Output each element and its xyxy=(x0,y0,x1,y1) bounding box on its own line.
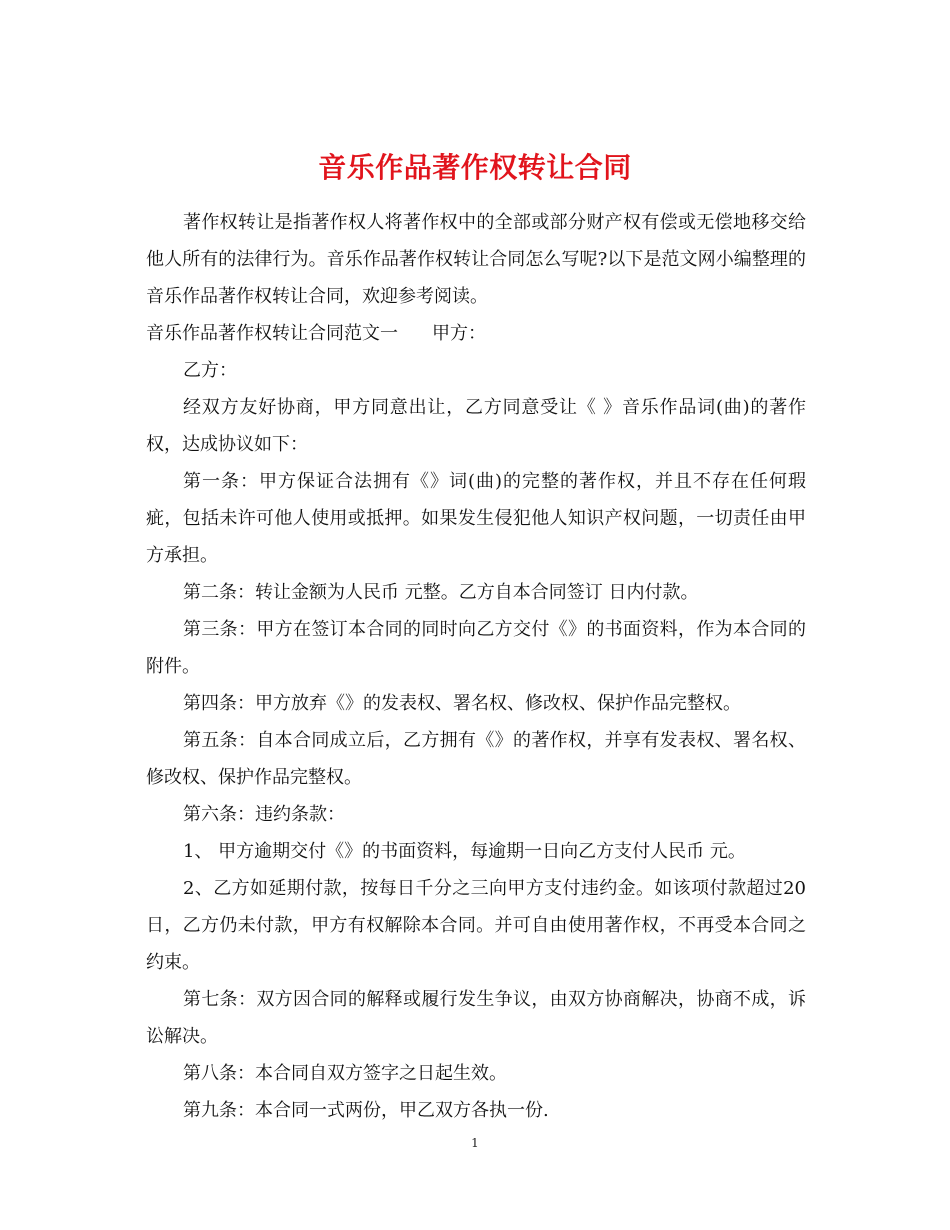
article-8: 第八条：本合同自双方签字之日起生效。 xyxy=(183,1063,507,1084)
party-b-label: 乙方： xyxy=(183,360,237,381)
article-9: 第九条：本合同一式两份，甲乙双方各执一份. xyxy=(183,1100,549,1121)
document-title: 音乐作品著作权转让合同 xyxy=(318,150,632,184)
sample-heading: 音乐作品著作权转让合同范文一 xyxy=(146,323,398,344)
sample-heading-line xyxy=(146,315,806,352)
document-body xyxy=(146,204,806,1129)
article-5: 第五条：自本合同成立后，乙方拥有《》的著作权，并享有发表权、署名权、修改权、保护作品完整权。 xyxy=(146,730,806,788)
agreement-paragraph: 经双方友好协商，甲方同意出让，乙方同意受让《 》音乐作品词(曲)的著作权，达成协议如下： xyxy=(146,397,806,455)
page-number: 1 xyxy=(471,1136,479,1150)
article-3: 第三条：甲方在签订本合同的同时向乙方交付《》的书面资料，作为本合同的附件。 xyxy=(146,619,806,677)
article-2: 第二条：转让金额为人民币 元整。乙方自本合同签订 日内付款。 xyxy=(183,582,699,603)
article-1: 第一条：甲方保证合法拥有《》词(曲)的完整的著作权，并且不存在任何瑕疵，包括未许可他人使用或抵押。如果发生侵犯他人知识产权问题，一切责任由甲方承担。 xyxy=(146,471,806,566)
article-7: 第七条：双方因合同的解释或履行发生争议，由双方协商解决，协商不成，诉讼解决。 xyxy=(146,989,806,1047)
party-a-label: 甲方： xyxy=(432,323,486,344)
breach-clause-1: 1、 甲方逾期交付《》的书面资料，每逾期一日向乙方支付人民币 元。 xyxy=(183,841,746,862)
article-4: 第四条：甲方放弃《》的发表权、署名权、修改权、保护作品完整权。 xyxy=(183,693,741,714)
article-6: 第六条：违约条款： xyxy=(183,804,345,825)
breach-clause-2: 2、乙方如延期付款，按每日千分之三向甲方支付违约金。如该项付款超过20日，乙方仍未付款，甲方有权解除本合同。并可自由使用著作权，不再受本合同之约束。 xyxy=(146,878,806,973)
intro-paragraph: 著作权转让是指著作权人将著作权中的全部或部分财产权有偿或无偿地移交给他人所有的法律行为。音乐作品著作权转让合同怎么写呢?以下是范文网小编整理的音乐作品著作权转让合同，欢迎参考阅读。 xyxy=(146,212,806,307)
